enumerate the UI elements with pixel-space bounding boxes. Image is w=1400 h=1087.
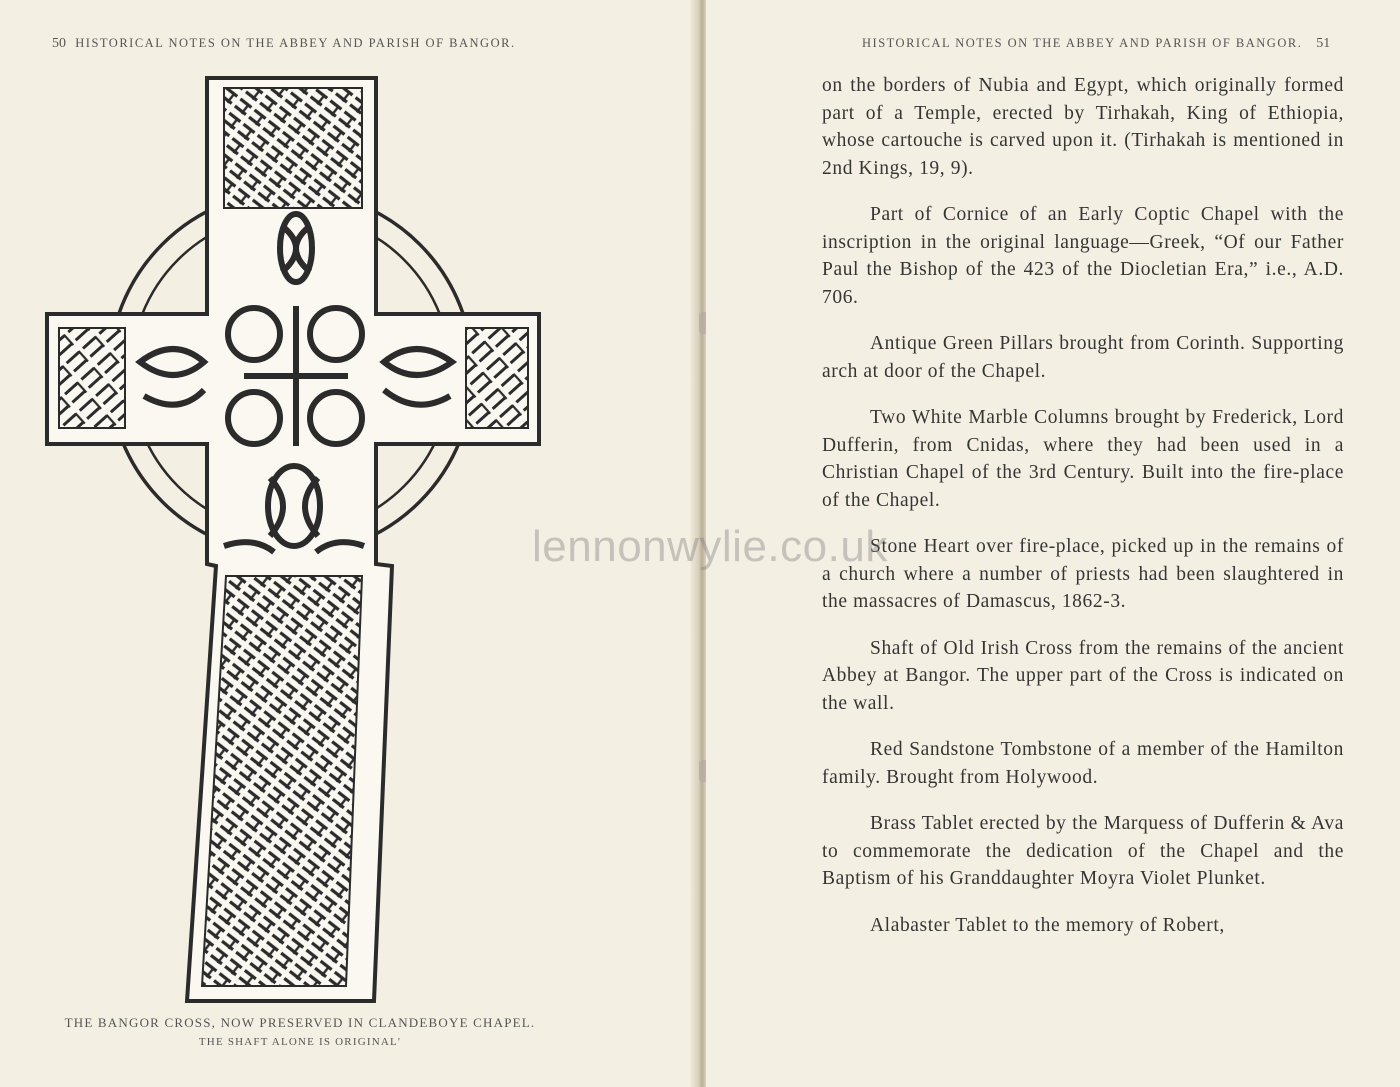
- cross-right-arm-panel: [466, 328, 528, 428]
- paragraph: Two White Marble Columns brought by Frederick, Lord Dufferin, from Cnidas, where they had been used in a Christian Chapel of the 3rd Century. Built into the fire-place of the Chapel.: [822, 407, 1344, 511]
- left-running-head: [52, 36, 516, 52]
- cross-top-panel: [224, 88, 362, 208]
- paragraph: Antique Green Pillars brought from Corinth. Supporting arch at door of the Chapel.: [822, 333, 1344, 382]
- right-running-head: [862, 36, 1330, 52]
- left-running-head-title: HISTORICAL NOTES ON THE ABBEY AND PARISH OF BANGOR.: [75, 36, 516, 50]
- right-page-number: 51: [1316, 36, 1331, 51]
- left-page-number: 50: [52, 36, 66, 51]
- cross-left-arm-panel: [59, 328, 125, 428]
- paragraph: Red Sandstone Tombstone of a member of the Hamilton family. Brought from Holywood.: [822, 739, 1344, 788]
- figure-caption-line1: THE BANGOR CROSS, NOW PRESERVED IN CLANDEBOYE CHAPEL.: [64, 1015, 536, 1030]
- paragraph: on the borders of Nubia and Egypt, which originally formed part of a Temple, erected by Tirhakah, King of Ethiopia, whose cartouche is carved upon it. (Tirhakah is mentioned in 2nd Kings, 19, 9).: [822, 75, 1344, 179]
- right-running-head-title: HISTORICAL NOTES ON THE ABBEY AND PARISH OF BANGOR.: [862, 36, 1303, 50]
- paragraph: Part of Cornice of an Early Coptic Chapel with the inscription in the original language—Greek, “Of our Father Paul the Bishop of the 423 of the Diocletian Era,” i.e., A.D. 706.: [822, 204, 1344, 308]
- right-page-body: [822, 72, 1344, 939]
- paragraph: Alabaster Tablet to the memory of Robert,: [870, 914, 1225, 936]
- watermark: lennonwylie.co.uk: [532, 522, 888, 571]
- celtic-cross-illustration: [44, 66, 546, 1010]
- paragraph: Brass Tablet erected by the Marquess of Dufferin & Ava to commemorate the dedication of the Chapel and the Baptism of his Granddaughter Moyra Violet Plunket.: [822, 813, 1344, 889]
- figure-caption-line2: THE SHAFT ALONE IS ORIGINAL': [198, 1036, 402, 1048]
- cross-shaft-panel: [202, 576, 362, 986]
- paragraph: Stone Heart over fire-place, picked up in the remains of a church where a number of priests had been slaughtered in the massacres of Damascus, 1862-3.: [822, 536, 1344, 612]
- paragraph: Shaft of Old Irish Cross from the remains of the ancient Abbey at Bangor. The upper part of the Cross is indicated on the wall.: [822, 637, 1344, 714]
